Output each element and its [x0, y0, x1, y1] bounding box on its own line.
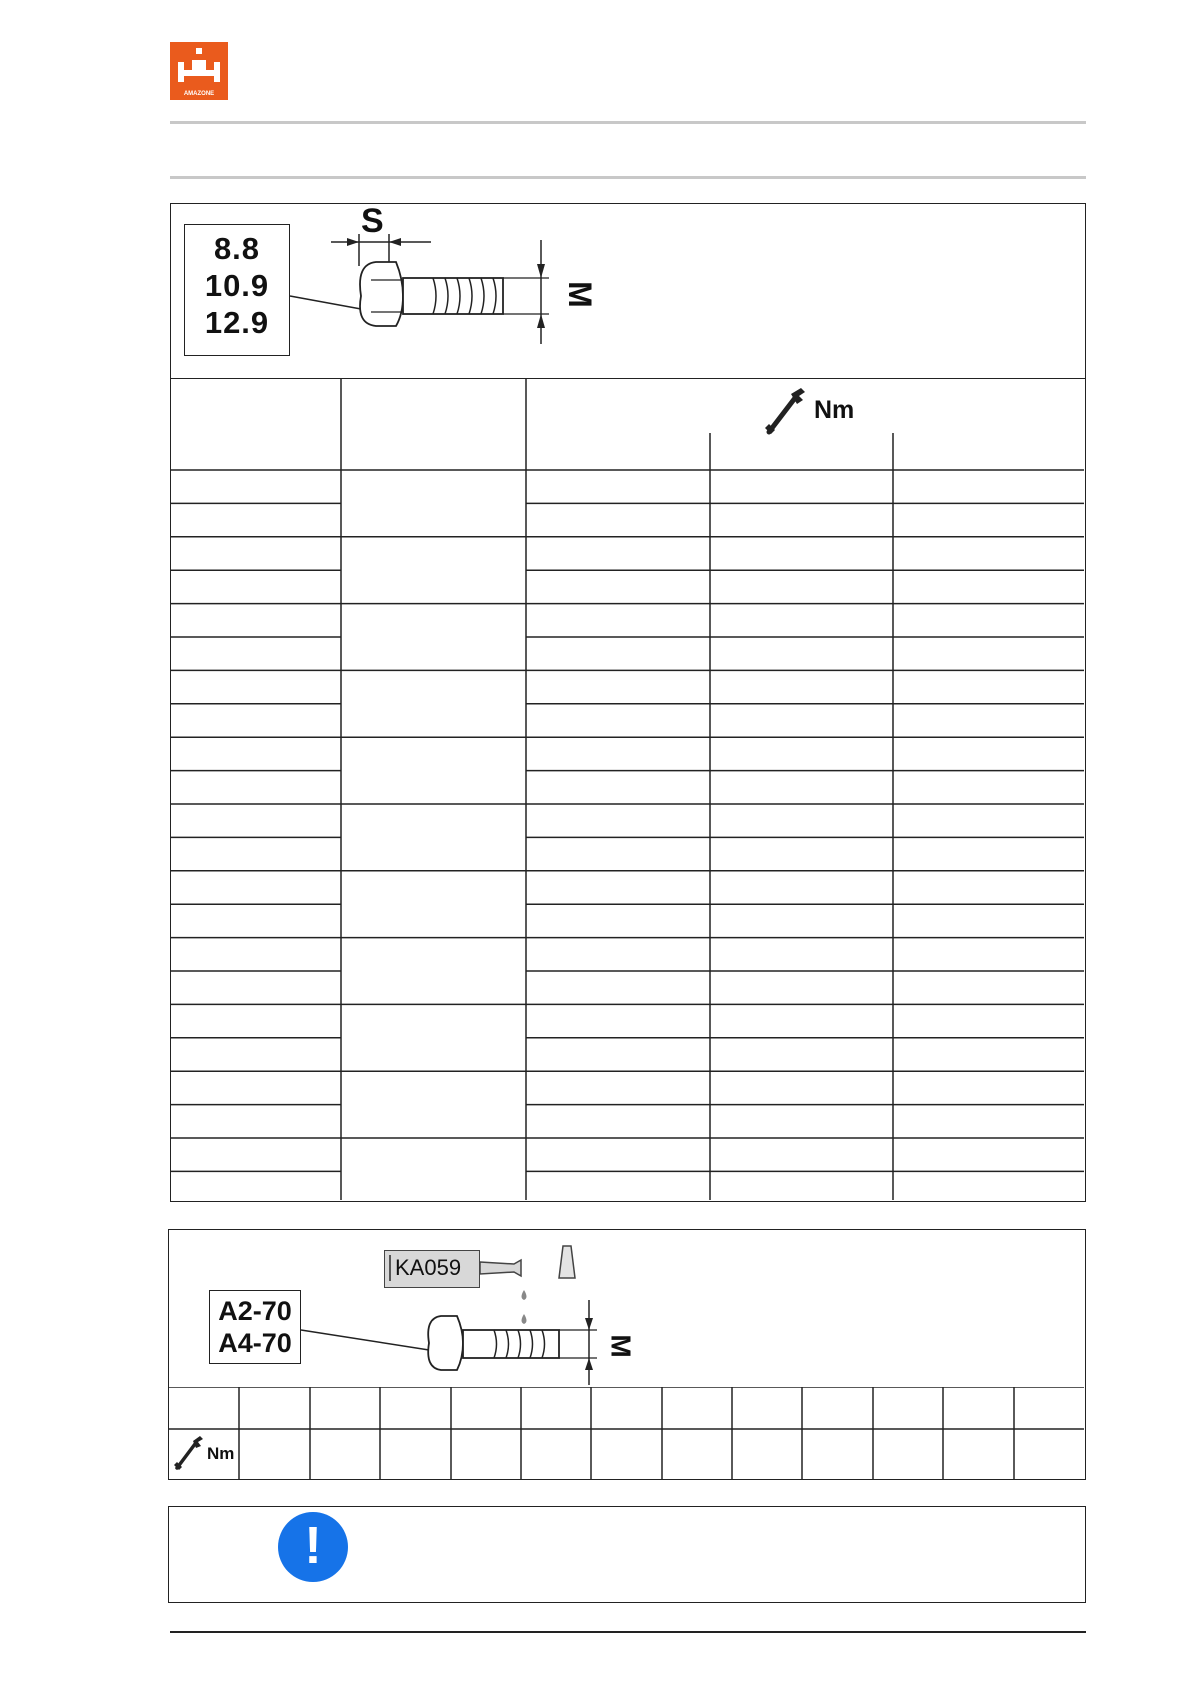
info-icon — [278, 1512, 348, 1582]
wrench-icon-small — [171, 1434, 207, 1474]
info-icon-glyph: ! — [304, 1517, 322, 1575]
stainless-torque-unit: Nm — [207, 1444, 235, 1463]
dimension-m-label: M — [561, 281, 598, 308]
grade-a4-70: A4-70 — [218, 1328, 292, 1358]
stainless-grade-box — [209, 1290, 301, 1364]
adhesive-tube-label: KA059 — [384, 1250, 480, 1288]
grade-12-9: 12.9 — [204, 305, 270, 340]
grade-8-8: 8.8 — [213, 231, 261, 266]
header-rule-bottom — [170, 176, 1086, 179]
bolt-diagram-area — [171, 204, 1085, 379]
torque-grid — [171, 378, 1084, 1200]
amazone-logo — [170, 42, 228, 100]
footer-rule — [170, 1631, 1086, 1633]
dimension-s-label: S — [361, 202, 384, 240]
torque-unit-label: Nm — [814, 396, 855, 424]
wrench-icon — [761, 384, 811, 438]
grade-a2-70: A2-70 — [218, 1296, 292, 1326]
torque-table — [170, 203, 1086, 1202]
stainless-grid — [169, 1387, 1084, 1479]
notice-box — [168, 1506, 1086, 1603]
grade-10-9: 10.9 — [204, 268, 270, 303]
stainless-torque-table — [168, 1229, 1086, 1480]
header-rule-top — [170, 121, 1086, 124]
stainless-m-label: M — [605, 1334, 637, 1358]
amazone-logo-mark — [170, 42, 228, 100]
logo-text: AMAZONE — [183, 91, 215, 97]
